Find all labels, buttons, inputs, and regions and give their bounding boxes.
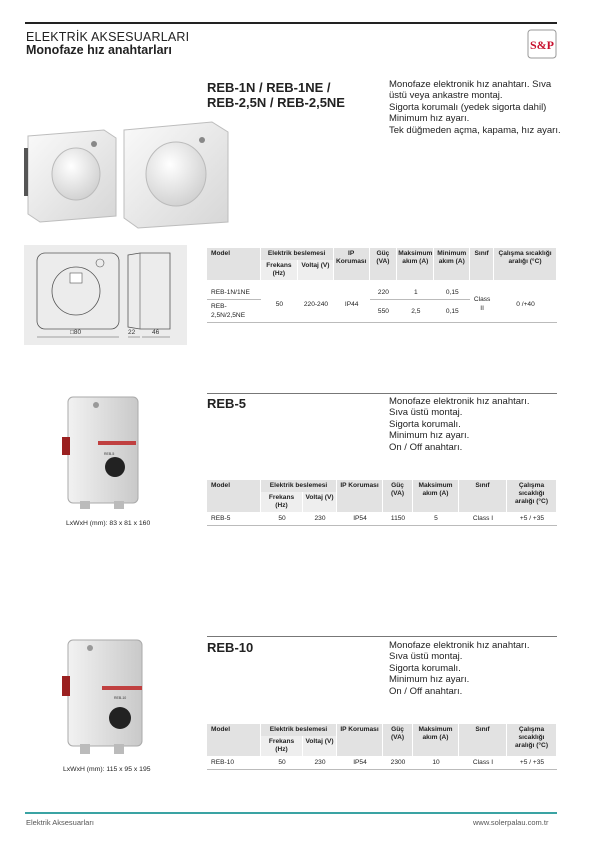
col-supply: Elektrik beslemesi (261, 724, 337, 736)
col-ip: IP Koruması (337, 480, 383, 512)
footer-category: Elektrik Aksesuarları (26, 818, 94, 827)
reb10-device-label: REB-10 (114, 696, 127, 700)
reb5-description (389, 396, 529, 453)
col-max-current: Maksimum akım (A) (413, 724, 459, 756)
cell-ip: IP54 (337, 756, 383, 770)
col-temp: Çalışma sıcaklığı aralığı (°C) (507, 724, 557, 756)
cell-power: 2300 (383, 756, 413, 770)
svg-text:S&P: S&P (530, 38, 554, 52)
reb1n-spec-table (207, 248, 557, 323)
col-ip: IP Koruması (334, 248, 370, 280)
desc-line: Monofaze elektronik hız anahtarı. Sıva (389, 79, 552, 90)
cell-voltage: 230 (303, 512, 337, 526)
sp-logo-icon (527, 29, 557, 59)
cell-min-current: 0,15 (434, 286, 470, 300)
cell-class: Class I (459, 756, 507, 770)
reb1n-title (207, 80, 345, 110)
col-max-current: Maksimum akım (A) (397, 248, 434, 280)
cell-class: Class I (459, 512, 507, 526)
cell-max-current: 10 (413, 756, 459, 770)
cell-temp: 0 /+40 (494, 286, 557, 323)
dim-depth2-label: 46 (152, 329, 160, 336)
reb10-rule (207, 636, 557, 637)
header-subtitle: Monofaze hız anahtarları (26, 43, 172, 57)
cell-model (207, 300, 261, 323)
col-class: Sınıf (459, 724, 507, 756)
cell-min-current: 0,15 (434, 300, 470, 323)
cell-voltage: 230 (303, 756, 337, 770)
reb5-spec-table (207, 480, 557, 526)
desc-line: Monofaze elektronik hız anahtarı. (389, 640, 530, 651)
reb10-dimension-caption: LxWxH (mm): 115 x 95 x 195 (63, 766, 151, 773)
cell-power: 1150 (383, 512, 413, 526)
cell-class-line1: Class (473, 296, 491, 303)
desc-line: Sıva üstü montaj. (389, 651, 463, 663)
cell-model-line2: 2,5N/2,5NE (211, 312, 246, 319)
col-model: Model (207, 248, 261, 280)
footer-rule (25, 812, 557, 814)
desc-line: Sigorta korumalı (yedek sigorta dahil) (389, 101, 547, 113)
cell-model: REB-10 (207, 756, 261, 770)
dim-depth1-label: 22 (128, 329, 136, 336)
cell-frequency: 50 (261, 286, 299, 323)
col-frequency: Frekans (Hz) (261, 260, 299, 280)
cell-max-current: 2,5 (397, 300, 434, 323)
desc-line: Minimum hız ayarı. (389, 674, 470, 686)
col-power: Güç (VA) (383, 724, 413, 756)
cell-temp: +5 / +35 (507, 512, 557, 526)
cell-class (470, 286, 494, 323)
desc-line: Sıva üstü montaj. (389, 407, 463, 419)
cell-class-line2: II (480, 305, 484, 312)
desc-line: Sigorta korumalı. (389, 418, 461, 430)
desc-line: üstü veya ankastre montaj. (389, 90, 503, 102)
table-row (207, 756, 557, 770)
footer-website-link[interactable]: www.solerpalau.com.tr (473, 818, 549, 827)
col-temp: Çalışma sıcaklığı aralığı (°C) (507, 480, 557, 512)
dim-width-label: □80 (70, 329, 82, 336)
dimension-drawing (24, 245, 187, 345)
col-model: Model (207, 724, 261, 756)
table-row (207, 286, 557, 300)
cell-model: REB-5 (207, 512, 261, 526)
cell-frequency: 50 (261, 512, 303, 526)
desc-line: Minimum hız ayarı. (389, 113, 470, 125)
desc-line: Monofaze elektronik hız anahtarı. (389, 396, 530, 407)
col-class: Sınıf (470, 248, 494, 280)
col-voltage: Voltaj (V) (303, 492, 337, 512)
col-temp: Çalışma sıcaklığı aralığı (°C) (494, 248, 557, 280)
col-frequency: Frekans (Hz) (261, 492, 303, 512)
reb10-spec-table (207, 724, 557, 770)
reb5-title: REB-5 (207, 396, 247, 411)
reb1n-title-line2: REB-2,5N / REB-2,5NE (207, 95, 345, 110)
cell-ip: IP44 (334, 286, 370, 323)
desc-line: Tek düğmeden açma, kapama, hız ayarı. (389, 124, 561, 136)
reb1n-drawing (24, 245, 187, 345)
header-category: ELEKTRİK AKSESUARLARI (26, 30, 190, 44)
col-class: Sınıf (459, 480, 507, 512)
cell-power: 550 (370, 300, 398, 323)
reb1n-title-line1: REB-1N / REB-1NE / (207, 80, 331, 95)
col-supply: Elektrik beslemesi (261, 480, 337, 492)
col-power: Güç (VA) (383, 480, 413, 512)
reb5-dimension-caption: LxWxH (mm): 83 x 81 x 160 (66, 520, 151, 527)
col-min-current: Minimum akım (A) (434, 248, 470, 280)
col-voltage: Voltaj (V) (298, 260, 334, 280)
cell-power: 220 (370, 286, 398, 300)
reb5-rule (207, 393, 557, 394)
cell-ip: IP54 (337, 512, 383, 526)
cell-max-current: 1 (397, 286, 434, 300)
reb1n-description (389, 79, 561, 136)
col-ip: IP Koruması (337, 724, 383, 756)
cell-frequency: 50 (261, 756, 303, 770)
cell-model-line1: REB- (211, 303, 227, 310)
cell-temp: +5 / +35 (507, 756, 557, 770)
reb10-description (389, 640, 529, 697)
cell-max-current: 5 (413, 512, 459, 526)
col-max-current: Maksimum akım (A) (413, 480, 459, 512)
col-voltage: Voltaj (V) (303, 736, 337, 756)
reb5-device-label: REB-5 (104, 452, 115, 456)
desc-line: On / Off anahtarı. (389, 441, 463, 453)
desc-line: On / Off anahtarı. (389, 685, 463, 697)
desc-line: Sigorta korumalı. (389, 662, 461, 674)
col-frequency: Frekans (Hz) (261, 736, 303, 756)
header-rule (25, 22, 557, 24)
reb1n-product-image (24, 118, 230, 230)
table-row (207, 512, 557, 526)
reb10-title: REB-10 (207, 640, 254, 655)
col-power: Güç (VA) (370, 248, 398, 280)
desc-line: Minimum hız ayarı. (389, 430, 470, 442)
reb10-product-image (60, 636, 155, 758)
col-supply: Elektrik beslemesi (261, 248, 334, 260)
col-model: Model (207, 480, 261, 512)
cell-model: REB-1N/1NE (207, 286, 261, 300)
cell-voltage: 220-240 (298, 286, 334, 323)
